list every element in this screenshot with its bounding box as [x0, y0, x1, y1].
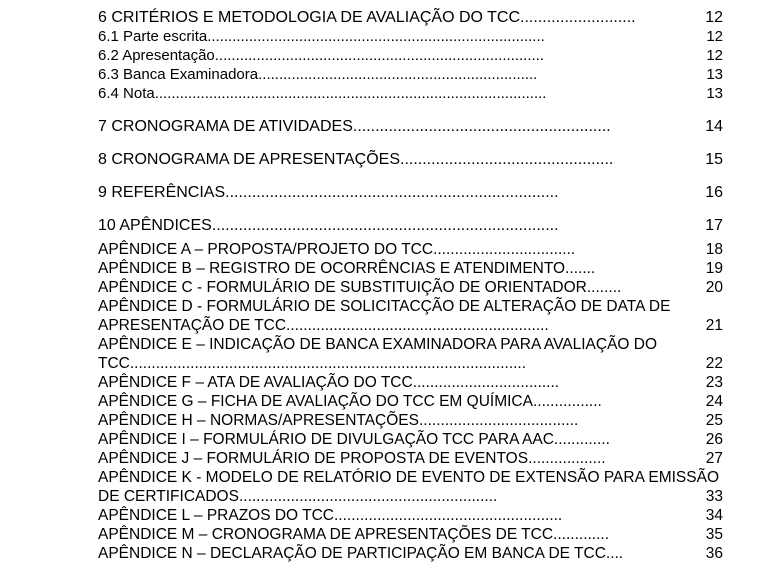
toc-page-number: 36 — [705, 545, 723, 562]
toc-page-number: 17 — [705, 217, 723, 234]
toc-leader-dots: ............................................................. — [286, 317, 549, 334]
toc-leader-dots: ................ — [532, 393, 602, 410]
toc-entry-label: APÊNDICE E – INDICAÇÃO DE BANCA EXAMINADORA PARA AVALIAÇÃO DO TCC — [98, 336, 658, 372]
toc-entry-label: APÊNDICE L – PRAZOS DO TCC — [98, 507, 334, 524]
toc-page-number: 35 — [705, 526, 723, 543]
toc-entry-label: 7 CRONOGRAMA DE ATIVIDADES — [98, 118, 353, 135]
spacer — [98, 136, 723, 150]
toc-entry-apendice-n[interactable] — [98, 544, 723, 563]
toc-leader-dots: ..................................................... — [334, 507, 563, 524]
toc-page-number: 22 — [705, 355, 723, 372]
toc-page-number: 20 — [705, 279, 723, 296]
toc-entry-label: 6.1 Parte escrita — [98, 28, 208, 45]
toc-page-number: 26 — [705, 431, 723, 448]
toc-page-number: 33 — [705, 488, 723, 505]
toc-leader-dots: ............................................................................................ — [129, 355, 527, 372]
toc-entry-label: APÊNDICE J – FORMULÁRIO DE PROPOSTA DE EVENTOS — [98, 450, 529, 467]
toc-leader-dots: ................................................................... — [258, 66, 538, 83]
toc-entry-apendice-i[interactable] — [98, 430, 723, 449]
toc-entry-apendice-l[interactable] — [98, 506, 723, 525]
toc-entry-label: APÊNDICE D - FORMULÁRIO DE SOLICITACÇÃO DE ALTERAÇÃO DE DATA DE APRESENTAÇÃO DE TCC — [98, 298, 671, 334]
toc-entry-apendice-b[interactable] — [98, 259, 723, 278]
toc-leader-dots: ........ — [586, 279, 622, 296]
toc-leader-dots: .................................. — [412, 374, 560, 391]
toc-entry-s10[interactable] — [98, 216, 723, 235]
toc-entry-s9[interactable] — [98, 183, 723, 202]
toc-leader-dots: .................. — [528, 450, 606, 467]
toc-entry-label: APÊNDICE I – FORMULÁRIO DE DIVULGAÇÃO TCC PARA AAC — [98, 431, 554, 448]
toc-entry-label: 9 REFERÊNCIAS — [98, 184, 226, 201]
toc-page-number: 19 — [705, 260, 723, 277]
toc-entry-s8[interactable] — [98, 150, 723, 169]
toc-page-number: 13 — [706, 85, 723, 102]
toc-entry-apendice-c[interactable] — [98, 278, 723, 297]
toc-leader-dots: ....... — [565, 260, 596, 277]
toc-entry-label: APÊNDICE F – ATA DE AVALIAÇÃO DO TCC — [98, 374, 413, 391]
toc-leader-dots: ............. — [553, 526, 610, 543]
toc-leader-dots: ............................................................................... — [214, 47, 544, 64]
toc-page-number: 25 — [705, 412, 723, 429]
toc-entry-label: APÊNDICE H – NORMAS/APRESENTAÇÕES — [98, 412, 419, 429]
toc-entry-label: 8 CRONOGRAMA DE APRESENTAÇÕES — [98, 151, 400, 168]
toc-entry-apendice-g[interactable] — [98, 392, 723, 411]
toc-leader-dots: .............................................................................. — [211, 217, 559, 234]
toc-entry-apendice-f[interactable] — [98, 373, 723, 392]
toc-entry-apendice-h[interactable] — [98, 411, 723, 430]
toc-page-number: 12 — [706, 28, 723, 45]
toc-page-number: 15 — [705, 151, 723, 168]
toc-leader-dots: .............................................................................................. — [154, 85, 547, 102]
toc-page-number: 18 — [705, 241, 723, 258]
toc-entry-s7[interactable] — [98, 117, 723, 136]
toc-entry-label: 6.2 Apresentação — [98, 47, 215, 64]
spacer — [98, 202, 723, 216]
toc-page-number: 14 — [705, 118, 723, 135]
toc-entry-label: APÊNDICE G – FICHA DE AVALIAÇÃO DO TCC EM QUÍMICA — [98, 393, 533, 410]
toc-entry-s6-4[interactable] — [98, 84, 723, 103]
toc-entry-label: 10 APÊNDICES — [98, 217, 212, 234]
toc-entry-label: APÊNDICE N – DECLARAÇÃO DE PARTICIPAÇÃO EM BANCA DE TCC — [98, 545, 606, 562]
toc-leader-dots: .......................................................... — [352, 118, 611, 135]
toc-page-number: 23 — [705, 374, 723, 391]
toc-entry-apendice-e[interactable] — [98, 335, 723, 373]
spacer — [98, 103, 723, 117]
toc-leader-dots: ............. — [553, 431, 610, 448]
toc-entry-label: APÊNDICE M – CRONOGRAMA DE APRESENTAÇÕES DE TCC — [98, 526, 554, 543]
toc-entry-apendice-k[interactable] — [98, 468, 723, 506]
toc-entry-s6-2[interactable] — [98, 46, 723, 65]
toc-page-number: 27 — [705, 450, 723, 467]
toc-entry-apendice-a[interactable] — [98, 240, 723, 259]
toc-leader-dots: ................................................................................. — [207, 28, 545, 45]
toc-entry-label: 6.3 Banca Examinadora — [98, 66, 259, 83]
toc-leader-dots: ................................................ — [400, 151, 614, 168]
toc-page-number: 34 — [705, 507, 723, 524]
toc-page-number: 21 — [705, 317, 723, 334]
toc-entry-s6-3[interactable] — [98, 65, 723, 84]
toc-entry-s6-1[interactable] — [98, 27, 723, 46]
toc-entry-apendice-j[interactable] — [98, 449, 723, 468]
toc-leader-dots: ..................................... — [418, 412, 579, 429]
toc-entry-label: 6 CRITÉRIOS E METODOLOGIA DE AVALIAÇÃO DO TCC — [98, 9, 521, 26]
toc-entry-s6[interactable] — [98, 8, 723, 27]
toc-entry-label: 6.4 Nota — [98, 85, 155, 102]
toc-page-number: 12 — [706, 47, 723, 64]
toc-page-number: 13 — [706, 66, 723, 83]
toc-entry-label: APÊNDICE A – PROPOSTA/PROJETO DO TCC — [98, 241, 434, 258]
toc-leader-dots: ............................................................ — [238, 488, 498, 505]
toc-entry-label: APÊNDICE C - FORMULÁRIO DE SUBSTITUIÇÃO DE ORIENTADOR — [98, 279, 587, 296]
toc-leader-dots: ........................................................................... — [225, 184, 559, 201]
toc-entry-apendice-d[interactable] — [98, 297, 723, 335]
toc-entry-label: APÊNDICE B – REGISTRO DE OCORRÊNCIAS E ATENDIMENTO — [98, 260, 566, 277]
spacer — [98, 169, 723, 183]
toc-leader-dots: ................................. — [433, 241, 576, 258]
toc-entry-label: APÊNDICE K - MODELO DE RELATÓRIO DE EVENTO DE EXTENSÃO PARA EMISSÃO DE CERTIFICADOS — [98, 469, 719, 505]
toc-leader-dots: .... — [605, 545, 624, 562]
toc-entry-apendice-m[interactable] — [98, 525, 723, 544]
toc-page-number: 24 — [705, 393, 723, 410]
toc-leader-dots: .......................... — [520, 9, 636, 26]
toc-page-number: 16 — [705, 184, 723, 201]
toc-page-number: 12 — [705, 9, 723, 26]
